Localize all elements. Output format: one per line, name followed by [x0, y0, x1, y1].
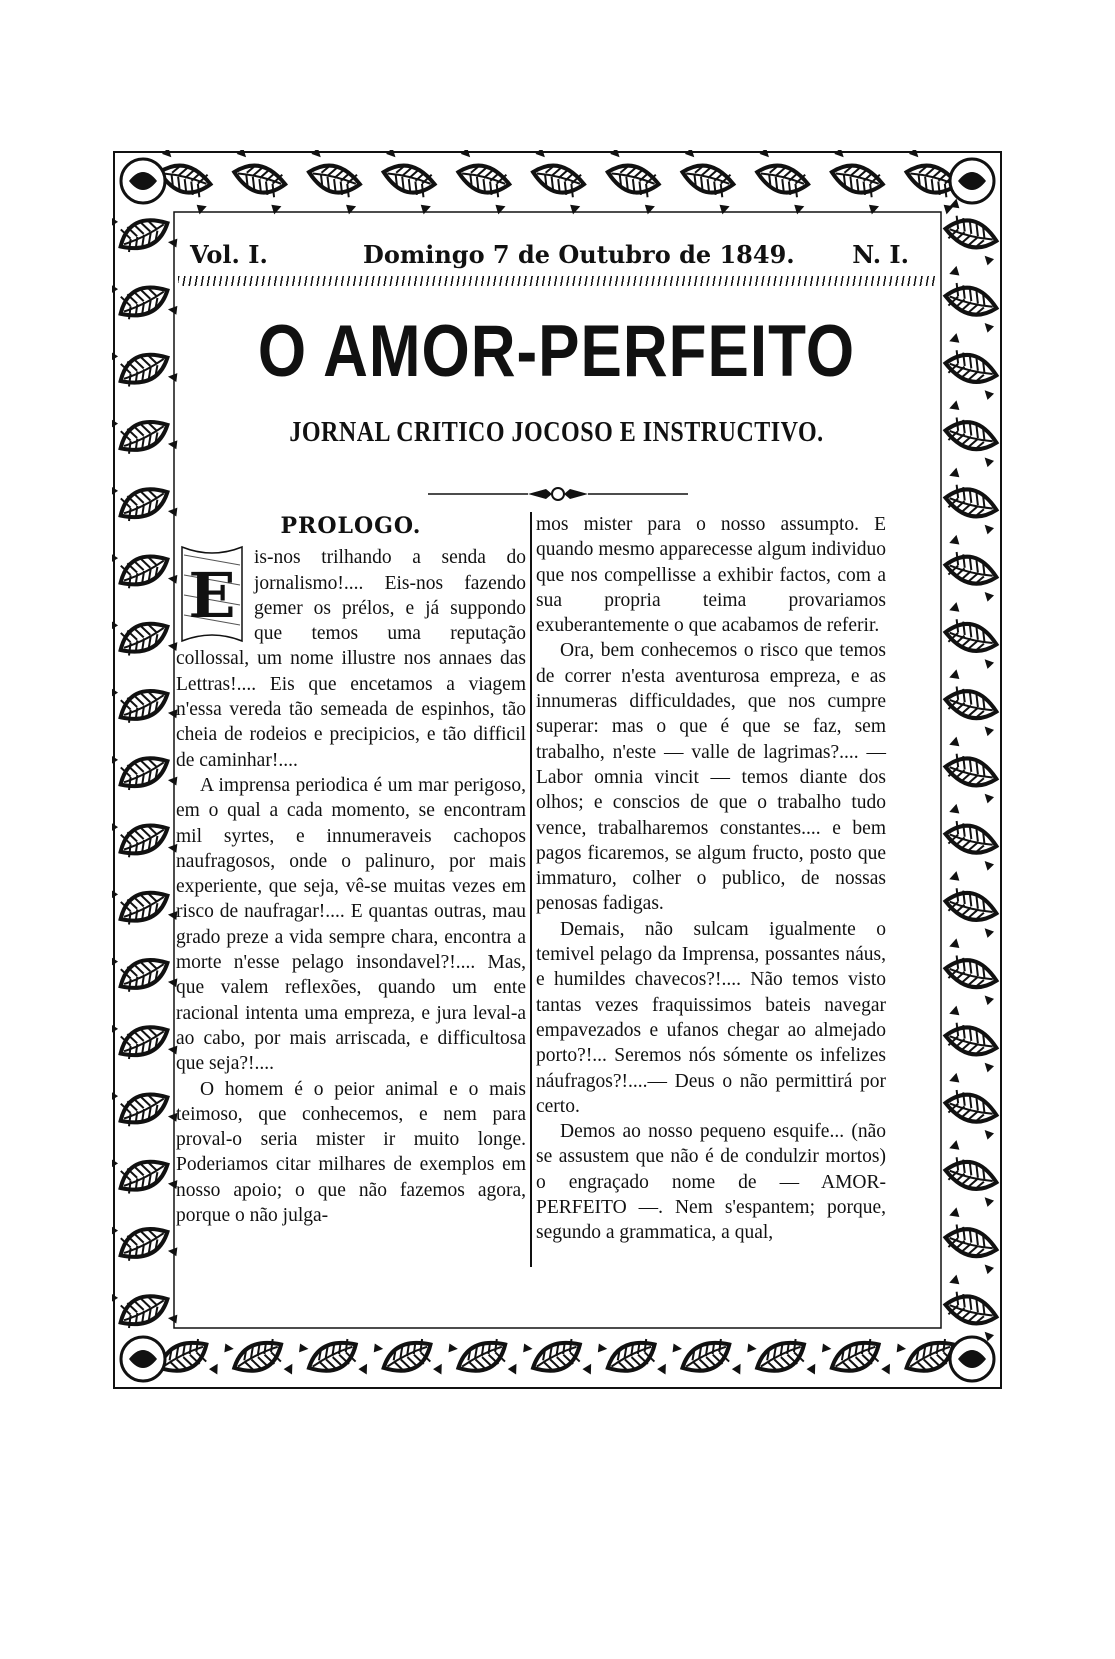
paragraph: Demos ao nosso pequeno esquife... (não se assustem que não é de condulzir mortos) o engraçado nome de — AMOR-PERFEITO —. Nem s'espantem; porque, segundo a grammatica, a qual, — [536, 1121, 886, 1244]
leaf-ornament — [935, 937, 1003, 1006]
drop-cap-letter: E — [188, 559, 236, 633]
article-column-left — [176, 512, 526, 1228]
leaf-ornament — [935, 1139, 1003, 1208]
leaf-ornament — [371, 150, 445, 216]
leaf-ornament — [935, 1072, 1003, 1141]
paragraph: is-nos trilhando a senda do jornalismo!.... Eis-nos fazendo gemer os prélos, e já suppondo que temos uma reputação collossal, um nome illustre nos annaes das Lettras!.... Eis que encetamos a viagem n'essa vereda tão semeada de espinhos, tão cheia de rodeios e precipicios, e tão difficil de caminhar!.... — [176, 547, 526, 771]
leaf-ornament — [935, 870, 1003, 939]
leaf-ornament — [819, 1324, 893, 1390]
article-column-right — [536, 512, 886, 1246]
leaf-ornament — [112, 803, 180, 872]
leaf-ornament — [595, 150, 669, 216]
leaf-ornament — [595, 1324, 669, 1390]
leaf-ornament — [112, 937, 180, 1006]
column-rule — [530, 512, 532, 1267]
leaf-ornament — [745, 1324, 819, 1390]
leaf-ornament — [520, 150, 594, 216]
leaf-ornament — [670, 1324, 744, 1390]
leaf-ornament — [446, 150, 520, 216]
leaf-ornament — [112, 1139, 180, 1208]
leaf-ornament — [296, 1324, 370, 1390]
leaf-ornament — [112, 735, 180, 804]
leaf-ornament — [935, 265, 1003, 334]
leaf-ornament — [935, 332, 1003, 401]
masthead-title: O AMOR-PERFEITO — [257, 311, 856, 393]
issue-number: N. I. — [852, 240, 909, 269]
leaf-ornament — [670, 150, 744, 216]
leaf-ornament — [222, 150, 296, 216]
leaf-ornament — [112, 466, 180, 535]
leaf-ornament — [112, 197, 180, 266]
paragraph: A imprensa periodica é um mar perigoso, em o qual a cada momento, se encontram mil syrtes, e innumeraveis cachopos naufragosos, onde o palinuro, por mais experiente, que seja, vê-se muitas vezes em risco de naufragar!.... E quantas outras, mau grado preze a vida sempre chara, encontra a morte n'esse pelago insondavel?!.... Mas, que valem reflexões, quando um ente racional intenta uma empreza, e jura leval-a ao cabo, por mais arriscada, e difficultosa que seja?!.... — [176, 774, 526, 1075]
leaf-ornament — [112, 870, 180, 939]
leaf-ornament — [112, 668, 180, 737]
newspaper-page — [178, 222, 935, 1326]
leaf-ornament — [935, 1273, 1003, 1342]
leaf-ornament — [112, 1004, 180, 1073]
leaf-ornament — [446, 1324, 520, 1390]
leaf-ornament — [935, 1206, 1003, 1275]
ornamental-divider — [428, 484, 688, 504]
leaf-ornament — [296, 150, 370, 216]
leaf-ornament — [935, 466, 1003, 535]
leaf-ornament — [112, 601, 180, 670]
leaf-ornament — [935, 1004, 1003, 1073]
masthead-subtitle: JORNAL CRITICO JOCOSO E INSTRUCTIVO. — [289, 417, 824, 449]
leaf-ornament — [819, 150, 893, 216]
leaf-ornament — [222, 1324, 296, 1390]
leaf-ornament — [935, 668, 1003, 737]
leaf-ornament — [112, 1072, 180, 1141]
hatched-rule — [178, 276, 935, 286]
paragraph: Ora, bem conhecemos o risco que temos de correr n'esta aventurosa empreza, e as innumeras difficuldades, que nos cumpre superar: mas o que é que se faz, sem trabalho, n'este — valle de lagrimas?.... — Labor omnia vincit — temos diante dos olhos; e conscios de que o trabalho tudo vence, trabalharemos constantes.... e bem pagos ficaremos, se algum fructo, posto que immaturo, colher o publico, de nossas penosas fadigas. — [536, 640, 886, 915]
leaf-ornament — [935, 735, 1003, 804]
leaf-ornament — [112, 332, 180, 401]
paragraph: mos mister para o nosso assumpto. E quando mesmo apparecesse algum individuo que nos compellisse a exhibir factos, com a sua propria teima provariamos exuberantemente o que acabamos de referir. — [536, 514, 886, 637]
leaf-ornament — [112, 399, 180, 468]
article-heading: PROLOGO. — [280, 513, 422, 539]
leaf-ornament — [745, 150, 819, 216]
paragraph: Demais, não sulcam igualmente o temivel pelago da Imprensa, possantes náus, e humildes chavecos?!.... Não temos visto tantas vezes fraquissimos bateis navegar empavezados e ufanos chegar ao almejado porto?!... Seremos nós sómente os infelizes náufragos?!....— Deus o não permittirá por certo. — [536, 918, 886, 1117]
volume-label: Vol. I. — [190, 240, 268, 269]
paragraph: O homem é o peior animal e o mais teimoso, que conhecemos, e nem para proval-o seria mister ir muito longe. Poderiamos citar milhares de exemplos em nosso apoio; o que não fazemos agora, porque o não julga- — [176, 1078, 526, 1227]
leaf-ornament — [935, 534, 1003, 603]
drop-cap — [176, 545, 248, 643]
leaf-ornament — [112, 265, 180, 334]
issue-date: Domingo 7 de Outubro de 1849. — [363, 240, 795, 269]
leaf-ornament — [935, 601, 1003, 670]
leaf-ornament — [935, 399, 1003, 468]
leaf-ornament — [112, 1273, 180, 1342]
leaf-ornament — [112, 534, 180, 603]
leaf-ornament — [371, 1324, 445, 1390]
leaf-ornament — [112, 1206, 180, 1275]
issue-header — [178, 240, 935, 274]
leaf-ornament — [520, 1324, 594, 1390]
leaf-ornament — [935, 803, 1003, 872]
